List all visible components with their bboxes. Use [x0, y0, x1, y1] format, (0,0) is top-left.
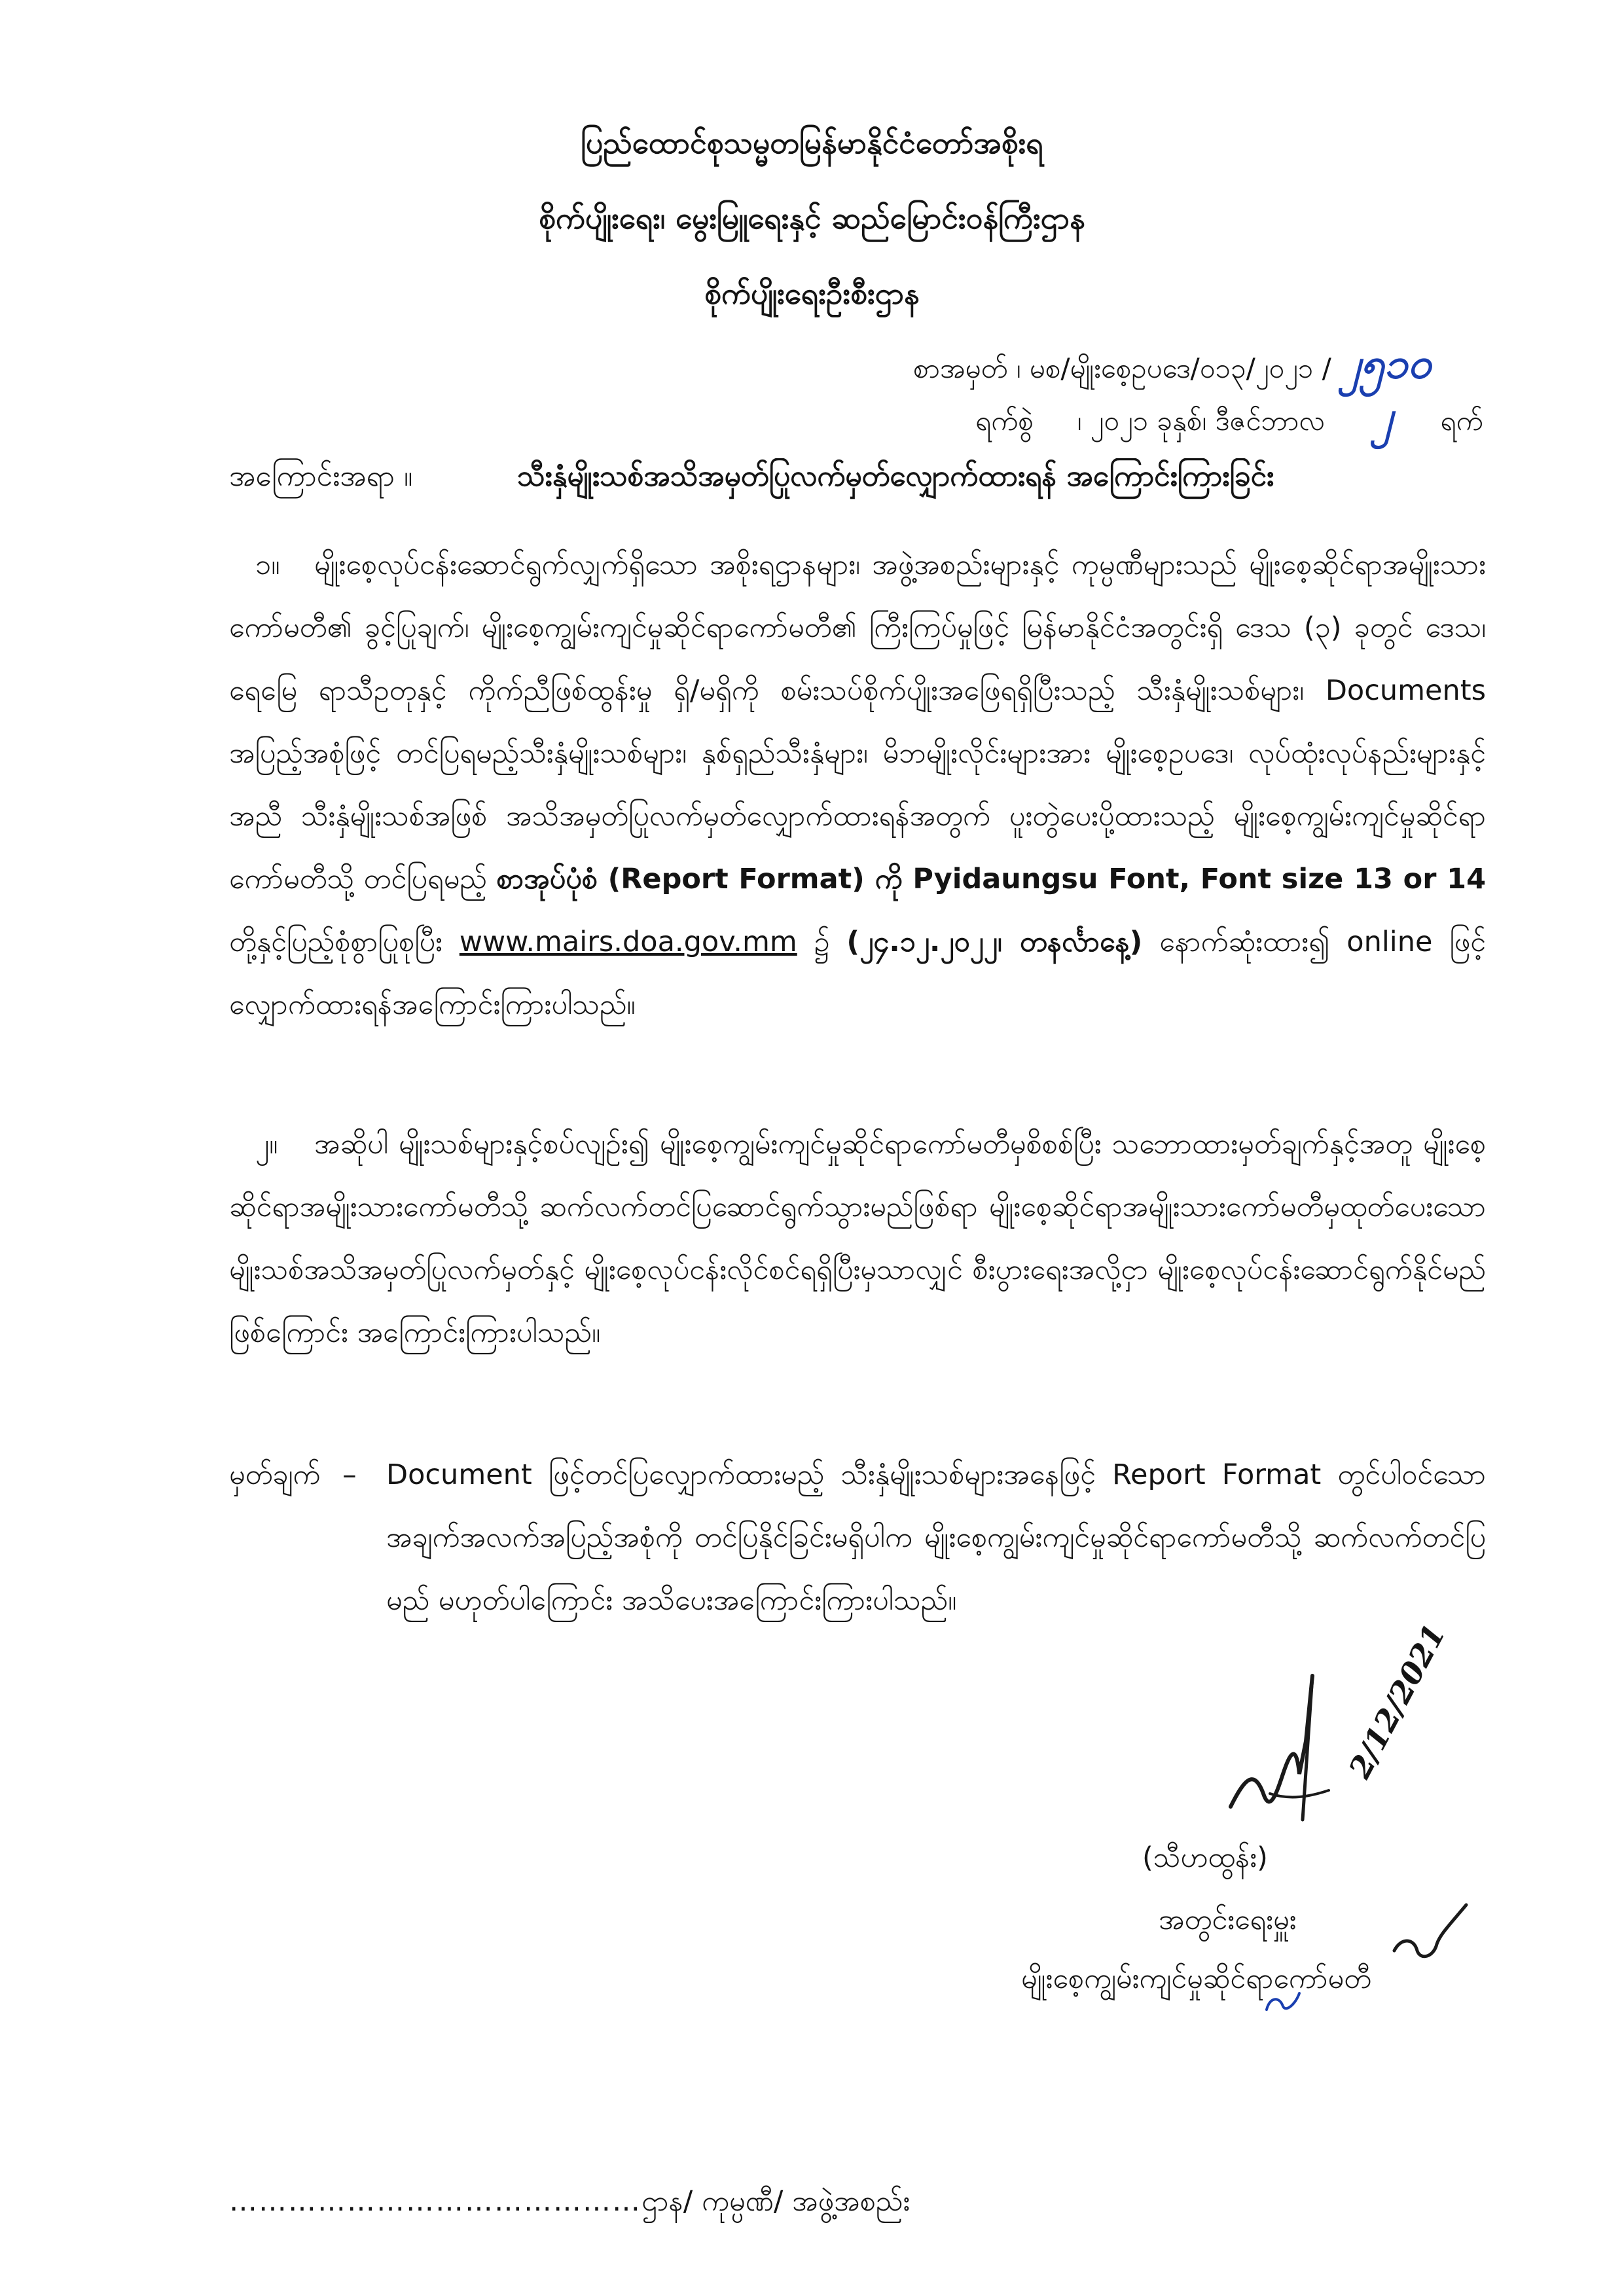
initial-mark-small	[1257, 1983, 1309, 2023]
reference-label: စာအမှတ်	[913, 352, 1008, 384]
date-handwritten-day: ၂	[1372, 391, 1393, 441]
letter-date	[975, 389, 1483, 451]
note-label	[229, 1443, 386, 1506]
signature-date: 2/12/2021	[1342, 1618, 1453, 1784]
paragraph-1-report-format: စာအုပ်ပုံစံ (Report Format) ကို Pyidaungsu Font, Font size 13 or 14	[496, 863, 1487, 895]
paragraph-2-text: အဆိုပါ မျိုးသစ်များနှင့်စပ်လျဉ်း၍ မျိုးစေ့ကျွမ်းကျင်မှုဆိုင်ရာကော်မတီမှစိစစ်ပြီး သဘောထားမှတ်ချက်နှင့်အတူ မျိုးစေ့ဆိုင်ရာအမျိုးသားကော်မတီသို့ ဆက်လက်တင်ပြဆောင်ရွက်သွားမည်ဖြစ်ရာ မျိုးစေ့ဆိုင်ရာအမျိုးသားကော်မတီမှထုတ်ပေးသော မျိုးသစ်အသိအမှတ်ပြုလက်မှတ်နှင့် မျိုးစေ့လုပ်ငန်းလိုင်စင်ရရှိပြီးမှသာလျှင် စီးပွားရေးအလို့ငှာ မျိုးစေ့လုပ်ငန်းဆောင်ရွက်နိုင်မည်ဖြစ်ကြောင်း အကြောင်းကြားပါသည်။	[229, 1128, 1486, 1349]
reference-handwritten: ၂၅၁၀	[1340, 339, 1432, 388]
signatory-name: (သီဟထွန်း)	[1142, 1841, 1268, 1874]
website-link[interactable]: www.mairs.doa.gov.mm	[459, 926, 797, 958]
paragraph-1-number: ၁။	[255, 549, 280, 581]
note-label-text: မှတ်ချက်	[229, 1458, 321, 1491]
header-department: စိုက်ပျိုးရေးဦးစီးဌာန	[704, 276, 920, 311]
subject-text: သီးနှံမျိုးသစ်အသိအမှတ်ပြုလက်မှတ်လျှောက်ထားရန် အကြောင်းကြားခြင်း	[517, 460, 1274, 493]
paragraph-1-text-c: ၌	[814, 926, 830, 958]
initial-mark	[1388, 1898, 1473, 1970]
reference-value: ၊ မစ/မျိုးစေ့ဥပဒေ/၀၁၃/၂၀၂၁ /	[1016, 352, 1331, 384]
note-dash: –	[342, 1458, 357, 1491]
paragraph-1	[229, 533, 1486, 1036]
recipient-dots: ……………………………………	[229, 2185, 641, 2218]
subject-line	[229, 458, 1486, 500]
paragraph-1-text-a: မျိုးစေ့လုပ်ငန်းဆောင်ရွက်လျှက်ရှိသော အစိုးရဌာနများ၊ အဖွဲ့အစည်းများနှင့် ကုမ္ပဏီများသည် မျိုးစေ့ဆိုင်ရာအမျိုးသားကော်မတီ၏ ခွင့်ပြုချက်၊ မျိုးစေ့ကျွမ်းကျင်မှုဆိုင်ရာကော်မတီ၏ ကြီးကြပ်မှုဖြင့် မြန်မာနိုင်ငံအတွင်းရှိ ဒေသ (၃) ခုတွင် ဒေသ၊ ရေမြေ ရာသီဥတုနှင့် ကိုက်ညီဖြစ်ထွန်းမှု ရှိ/မရှိကို စမ်းသပ်စိုက်ပျိုးအဖြေရရှိပြီးသည့် သီးနှံမျိုးသစ်များ၊ Documents အပြည့်အစုံဖြင့် တင်ပြရမည့်သီးနှံမျိုးသစ်များ၊ နှစ်ရှည်သီးနှံများ၊ မိဘမျိုးလိုင်းများအား မျိုးစေ့ဥပဒေ၊ လုပ်ထုံးလုပ်နည်းများနှင့်အညီ သီးနှံမျိုးသစ်အဖြစ် အသိအမှတ်ပြုလက်မှတ်လျှောက်ထားရန်အတွက် ပူးတွဲပေးပို့ထားသည့် မျိုးစေ့ကျွမ်းကျင်မှုဆိုင်ရာကော်မတီသို့ တင်ပြရမည့်	[229, 549, 1486, 895]
date-suffix: ရက်	[1440, 405, 1483, 437]
paragraph-1-text-b: တို့နှင့်ပြည့်စုံစွာပြုစုပြီး	[229, 926, 442, 958]
note-text: Document ဖြင့်တင်ပြလျှောက်ထားမည့် သီးနှံမျိုးသစ်များအနေဖြင့် Report Format တွင်ပါဝင်သောအချက်အလက်အပြည့်အစုံကို တင်ပြနိုင်ခြင်းမရှိပါက မျိုးစေ့ကျွမ်းကျင်မှုဆိုင်ရာကော်မတီသို့ ဆက်လက်တင်ပြမည် မဟုတ်ပါကြောင်း အသိပေးအကြောင်းကြားပါသည်။	[386, 1458, 1486, 1617]
recipient-line	[229, 2183, 910, 2224]
subject-label: အကြောင်းအရာ ။	[229, 460, 413, 493]
header-ministry: စိုက်ပျိုးရေး၊ မွေးမြူရေးနှင့် ဆည်မြောင်းဝန်ကြီးဌာန	[539, 200, 1085, 236]
paragraph-1-text-d: နောက်ဆုံးထား၍ online ဖြင့် လျှောက်ထားရန်အကြောင်းကြားပါသည်။	[229, 926, 1486, 1021]
paragraph-2-number: ၂။	[255, 1128, 278, 1161]
date-value: ၊ ၂၀၂၁ ခုနှစ်၊ ဒီဇင်ဘာလ	[1077, 405, 1325, 437]
signature-scribble	[1191, 1663, 1466, 1859]
date-label: ရက်စွဲ	[975, 405, 1034, 437]
signatory-title: အတွင်းရေးမှူး	[1159, 1904, 1297, 1936]
recipient-text: ဌာန/ ကုမ္ပဏီ/ အဖွဲ့အစည်း	[641, 2185, 911, 2218]
header-ministry-government: ပြည်ထောင်စုသမ္မတမြန်မာနိုင်ငံတော်အစိုးရ	[581, 125, 1043, 160]
paragraph-2	[229, 1113, 1486, 1364]
signatory-committee: မျိုးစေ့ကျွမ်းကျင်မှုဆိုင်ရာကော်မတီ	[1021, 1962, 1371, 1995]
paragraph-1-deadline: (၂၄.၁၂.၂၀၂၂၊ တနင်္လာနေ့)	[846, 926, 1143, 958]
